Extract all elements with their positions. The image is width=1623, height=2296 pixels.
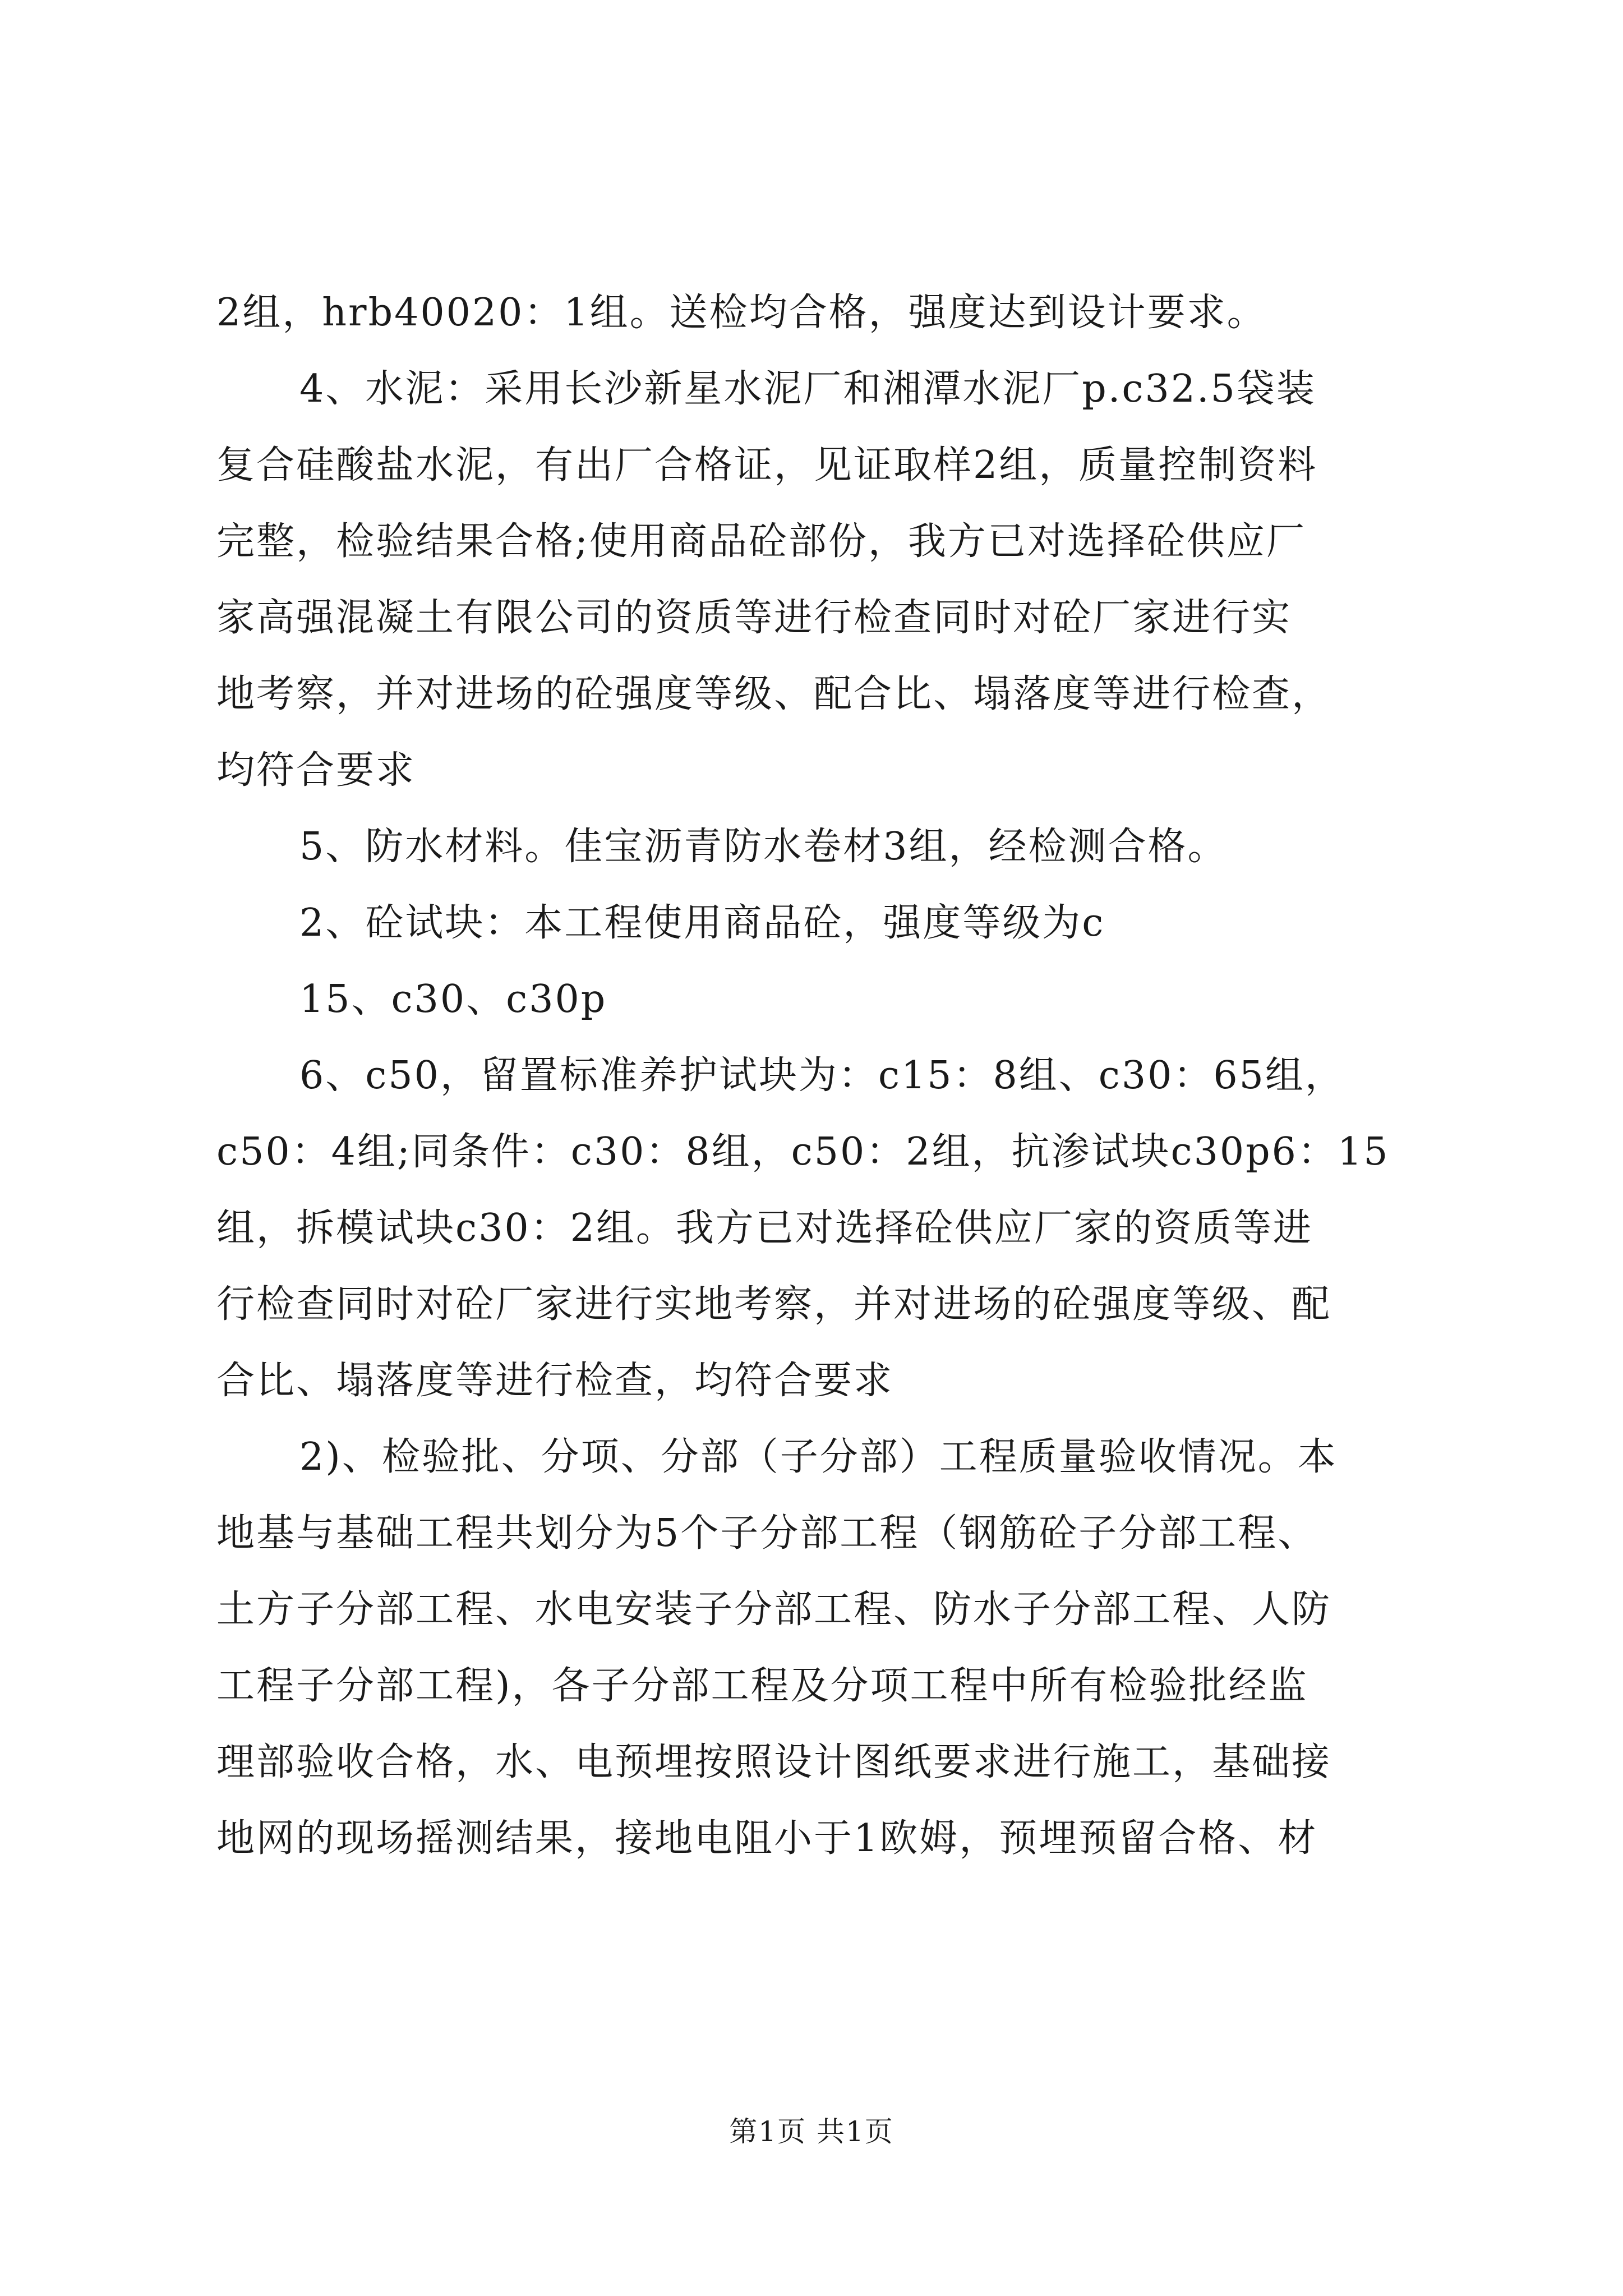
text-line: 地网的现场摇测结果，接地电阻小于1欧姆，预埋预留合格、材: [216, 1816, 1318, 1861]
text-line: 5、防水材料。佳宝沥青防水卷材3组，经检测合格。: [299, 825, 1228, 869]
text-line: 合比、塌落度等进行检查，均符合要求: [216, 1359, 894, 1403]
text-line: 均符合要求: [216, 748, 416, 793]
text-line: c50：4组;同条件：c30：8组，c50：2组，抗渗试块c30p6：15: [216, 1130, 1390, 1174]
text-line: 4、水泥：采用长沙新星水泥厂和湘潭水泥厂p.c32.5袋装: [299, 367, 1316, 411]
page-number-footer: 第1页 共1页: [729, 2115, 894, 2148]
text-line: 2组，hrb40020：1组。送检均合格，强度达到设计要求。: [216, 291, 1267, 335]
text-line: 理部验收合格，水、电预埋按照设计图纸要求进行施工，基础接: [216, 1740, 1332, 1784]
document-body: [216, 275, 1417, 1877]
text-line: 6、c50，留置标准养护试块为：c15：8组、c30：65组，: [299, 1053, 1345, 1098]
text-line: 组，拆模试块c30：2组。我方已对选择砼供应厂家的资质等进: [216, 1206, 1313, 1250]
text-line: 土方子分部工程、水电安装子分部工程、防水子分部工程、人防: [216, 1588, 1332, 1632]
text-line: 2)、检验批、分项、分部（子分部）工程质量验收情况。本: [299, 1435, 1338, 1479]
text-line: 地基与基础工程共划分为5个子分部工程（钢筋砼子分部工程、: [216, 1511, 1318, 1556]
text-line: 完整，检验结果合格;使用商品砼部份，我方已对选择砼供应厂: [216, 519, 1306, 564]
text-line: 工程子分部工程)，各子分部工程及分项工程中所有检验批经监: [216, 1664, 1308, 1708]
text-line: 行检查同时对砼厂家进行实地考察，并对进场的砼强度等级、配: [216, 1282, 1332, 1327]
text-line: 地考察，并对进场的砼强度等级、配合比、塌落度等进行检查，: [216, 672, 1332, 716]
text-line: 2、砼试块：本工程使用商品砼，强度等级为c: [299, 901, 1105, 945]
text-line: 家高强混凝土有限公司的资质等进行检查同时对砼厂家进行实: [216, 596, 1292, 640]
text-line: 复合硅酸盐水泥，有出厂合格证，见证取样2组，质量控制资料: [216, 443, 1318, 487]
text-line: 15、c30、c30p: [299, 977, 607, 1022]
